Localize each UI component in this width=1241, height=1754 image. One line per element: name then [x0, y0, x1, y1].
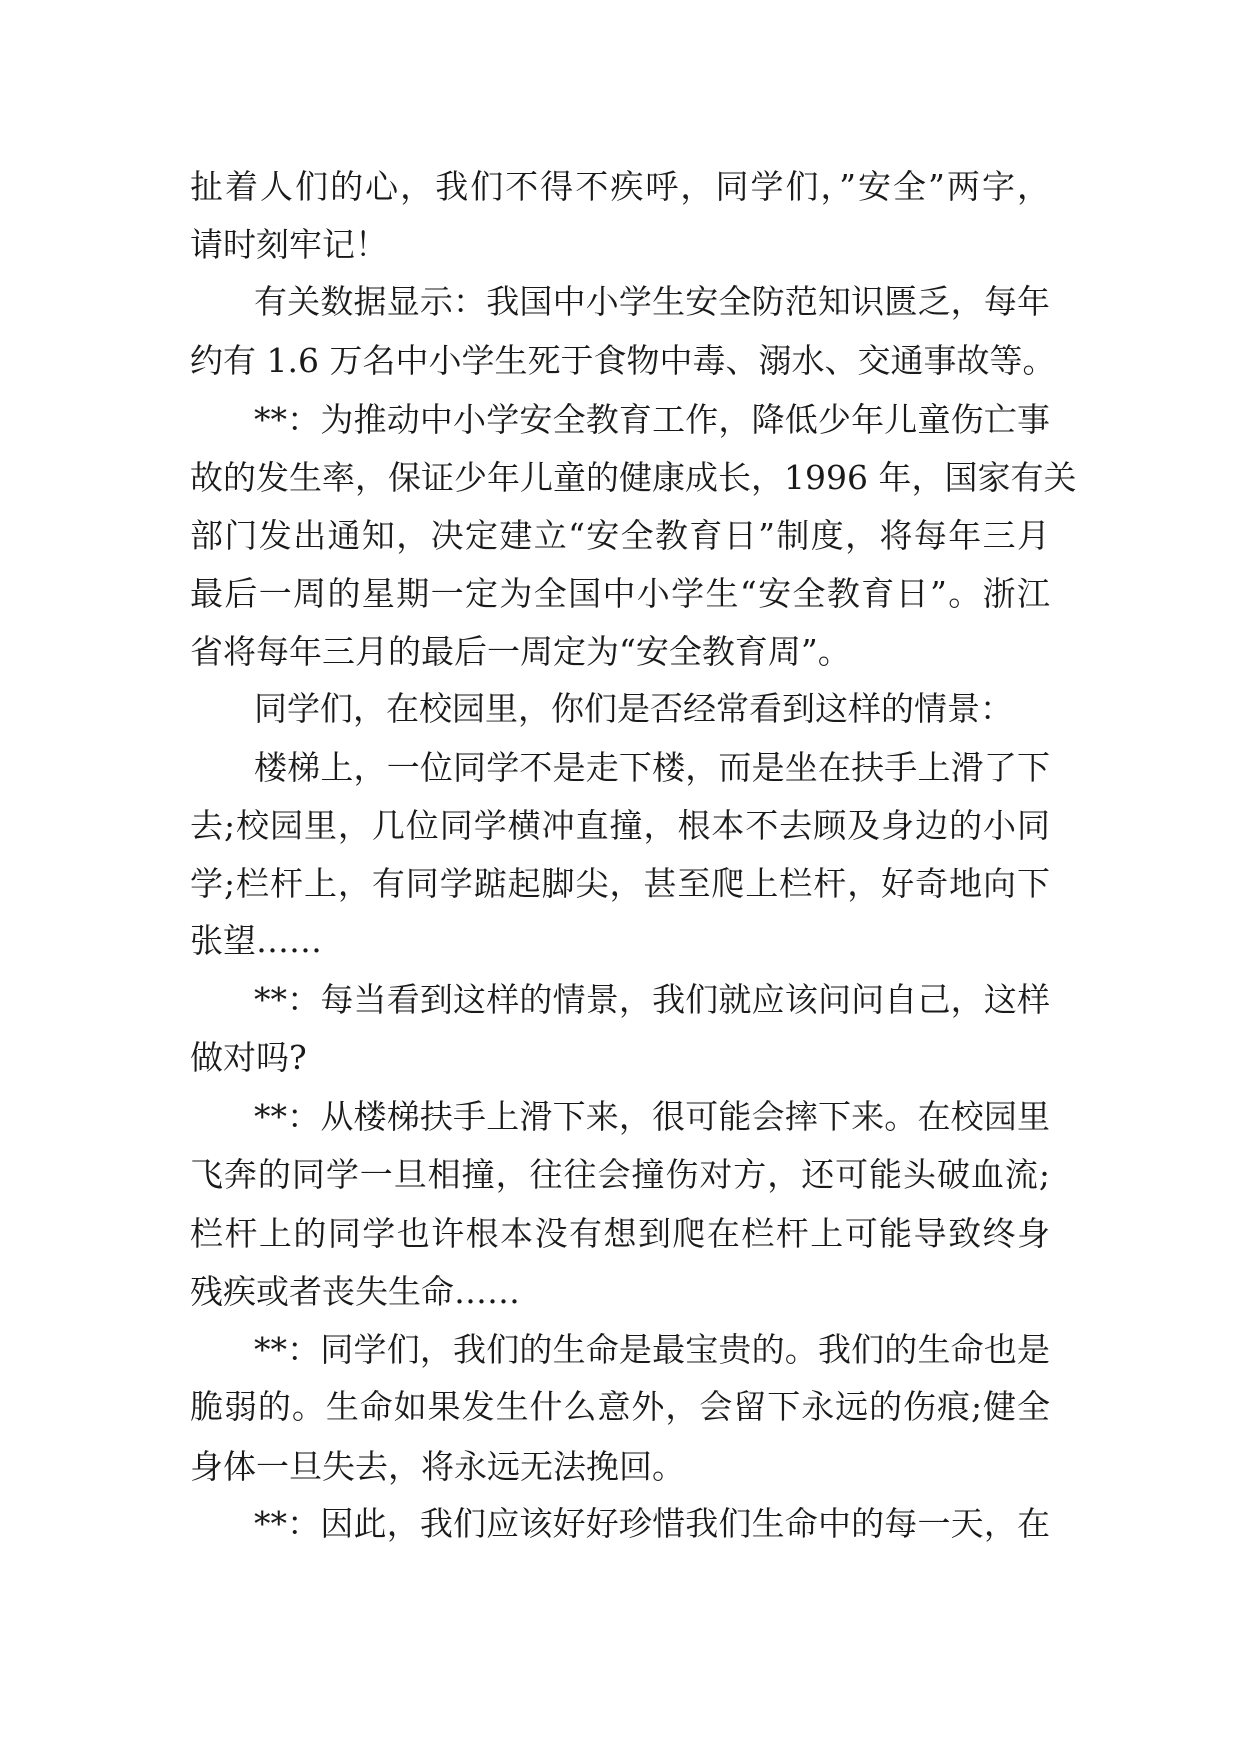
text-line: 有关数据显示：我国中小学生安全防范知识匮乏，每年: [254, 282, 1050, 321]
text-line: 省将每年三月的最后一周定为“安全教育周”。: [190, 632, 851, 671]
text-line: **：为推动中小学安全教育工作，降低少年儿童伤亡事: [254, 400, 1050, 439]
text-line: 请时刻牢记！: [190, 225, 388, 264]
text-line: 飞奔的同学一旦相撞，往往会撞伤对方，还可能头破血流;: [190, 1155, 1050, 1194]
text-line: **：每当看到这样的情景，我们就应该问问自己，这样: [254, 980, 1050, 1019]
text-line: **：从楼梯扶手上滑下来，很可能会摔下来。在校园里: [254, 1097, 1050, 1136]
text-line: 学;栏杆上，有同学踮起脚尖，甚至爬上栏杆，好奇地向下: [190, 864, 1050, 903]
text-line: 部门发出通知，决定建立“安全教育日”制度，将每年三月: [190, 516, 1050, 555]
text-line: 残疾或者丧失生命……: [190, 1272, 520, 1311]
text-line: 做对吗?: [190, 1038, 307, 1077]
text-line: 故的发生率，保证少年儿童的健康成长，1996 年，国家有关: [190, 458, 1077, 497]
text-line: 去;校园里，几位同学横冲直撞，根本不去顾及身边的小同: [190, 806, 1050, 845]
text-line: **：因此，我们应该好好珍惜我们生命中的每一天，在: [254, 1504, 1050, 1543]
text-line: 脆弱的。生命如果发生什么意外，会留下永远的伤痕;健全: [190, 1387, 1050, 1426]
text-line: **：同学们，我们的生命是最宝贵的。我们的生命也是: [254, 1330, 1050, 1369]
text-line: 最后一周的星期一定为全国中小学生“安全教育日”。浙江: [190, 574, 1050, 613]
text-line: 栏杆上的同学也许根本没有想到爬在栏杆上可能导致终身: [190, 1214, 1050, 1253]
text-line: 同学们，在校园里，你们是否经常看到这样的情景：: [254, 689, 1013, 728]
text-line: 约有 1.6 万名中小学生死于食物中毒、溺水、交通事故等。: [190, 341, 1056, 380]
text-line: 楼梯上，一位同学不是走下楼，而是坐在扶手上滑了下: [254, 748, 1050, 787]
text-line: 扯着人们的心，我们不得不疾呼，同学们，”安全”两字，: [190, 167, 1050, 206]
text-line: 张望……: [190, 921, 322, 960]
text-line: 身体一旦失去，将永远无法挽回。: [190, 1447, 685, 1486]
